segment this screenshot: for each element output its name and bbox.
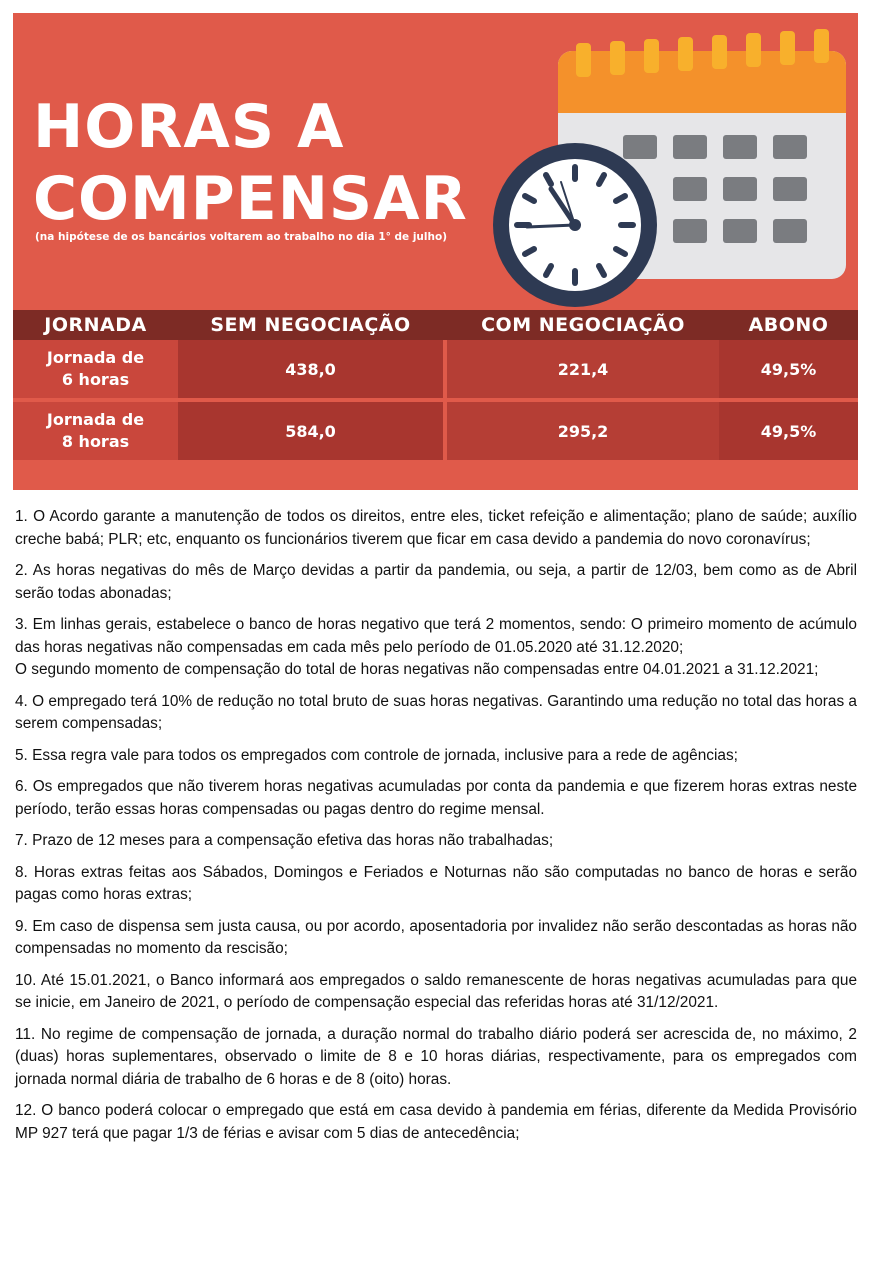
note-item: 1. O Acordo garante a manutenção de todos os direitos, entre eles, ticket refeição e alimentação; plano de saúde; auxílio creche babá; PLR; etc, enquanto os funcionários tiverem que ficar em casa devido a pandemia do novo coronavírus; — [15, 508, 857, 548]
row-sem-negociacao-value: 438,0 — [178, 340, 443, 400]
note-item: O segundo momento de compensação do total de horas negativas não compensadas entre 04.01.2021 a 31.12.2021; — [15, 661, 819, 678]
row-com-negociacao-value: 295,2 — [447, 400, 719, 460]
note-item: 11. No regime de compensação de jornada, a duração normal do trabalho diário poderá ser acrescida de, no máximo, 2 (duas) horas suplementares, observado o limite de 8 e 10 horas diárias, respectivamente, para os empregados com jornada normal diária de trabalho de 6 horas e de 8 (oito) horas. — [15, 1025, 857, 1088]
row-jornada-cell — [13, 400, 178, 460]
row-jornada-cell — [13, 340, 178, 400]
calendar-clock-illustration — [483, 17, 853, 307]
row-sem-negociacao-value: 584,0 — [178, 400, 443, 460]
row-abono-value: 49,5% — [719, 400, 858, 460]
header-abono: ABONO — [719, 310, 858, 340]
note-item: 6. Os empregados que não tiverem horas negativas acumuladas por conta da pandemia e que fizerem horas extras neste período, terão essas horas compensadas ou pagas dentro do regime mensal. — [15, 778, 857, 818]
row-abono-value: 49,5% — [719, 340, 858, 400]
table-header-row — [13, 310, 858, 340]
jornada-label-line1: Jornada de — [46, 348, 145, 367]
note-item: 5. Essa regra vale para todos os empregados com controle de jornada, inclusive para a rede de agências; — [15, 746, 738, 764]
jornada-label-line2: 6 horas — [61, 370, 130, 389]
banner-title — [33, 91, 468, 235]
agreement-notes — [15, 506, 857, 1154]
note-item: 12. O banco poderá colocar o empregado que está em casa devido à pandemia em férias, diferente da Medida Provisório MP 927 terá que pagar 1/3 de férias e avisar com 5 dias de antecedência; — [15, 1102, 857, 1142]
jornada-label-line2: 8 horas — [61, 432, 130, 451]
note-item: 2. As horas negativas do mês de Março devidas a partir da pandemia, ou seja, a partir de 12/03, bem como as de Abril serão todas abonadas; — [15, 562, 857, 602]
banner-subtitle: (na hipótese de os bancários voltarem ao trabalho no dia 1° de julho) — [35, 231, 447, 243]
note-item: 8. Horas extras feitas aos Sábados, Domingos e Feriados e Noturnas não são computadas no banco de horas e serão pagas como horas extras; — [15, 863, 857, 903]
title-line-1: HORAS A — [33, 92, 345, 162]
table-row — [13, 400, 858, 460]
clock-icon — [493, 143, 657, 307]
note-item: 10. Até 15.01.2021, o Banco informará aos empregados o saldo remanescente de horas negativas acumuladas para que se inicie, em Janeiro de 2021, o período de compensação especial das referidas horas até 31/12/2021. — [15, 971, 857, 1011]
table-row — [13, 340, 858, 400]
note-item: 3. Em linhas gerais, estabelece o banco de horas negativo que terá 2 momentos, sendo: O primeiro momento de acúmulo das horas negativas não compensadas em cada mês pelo período de 01.05.2020 até 31.12.2020; — [15, 616, 857, 656]
hours-table — [13, 310, 858, 460]
row-com-negociacao-value: 221,4 — [447, 340, 719, 400]
jornada-label-line1: Jornada de — [46, 410, 145, 429]
title-line-2: COMPENSAR — [33, 164, 468, 234]
header-jornada: JORNADA — [13, 310, 178, 340]
header-com-negociacao: COM NEGOCIAÇÃO — [447, 310, 719, 340]
note-item: 9. Em caso de dispensa sem justa causa, ou por acordo, aposentadoria por invalidez não serão descontadas as horas não compensadas no momento da rescisão; — [15, 917, 857, 957]
infographic-banner — [13, 13, 858, 490]
note-item: 4. O empregado terá 10% de redução no total bruto de suas horas negativas. Garantindo uma redução no total das horas a serem compensadas; — [15, 692, 857, 732]
header-sem-negociacao: SEM NEGOCIAÇÃO — [178, 310, 443, 340]
note-item: 7. Prazo de 12 meses para a compensação efetiva das horas não trabalhadas; — [15, 832, 554, 849]
